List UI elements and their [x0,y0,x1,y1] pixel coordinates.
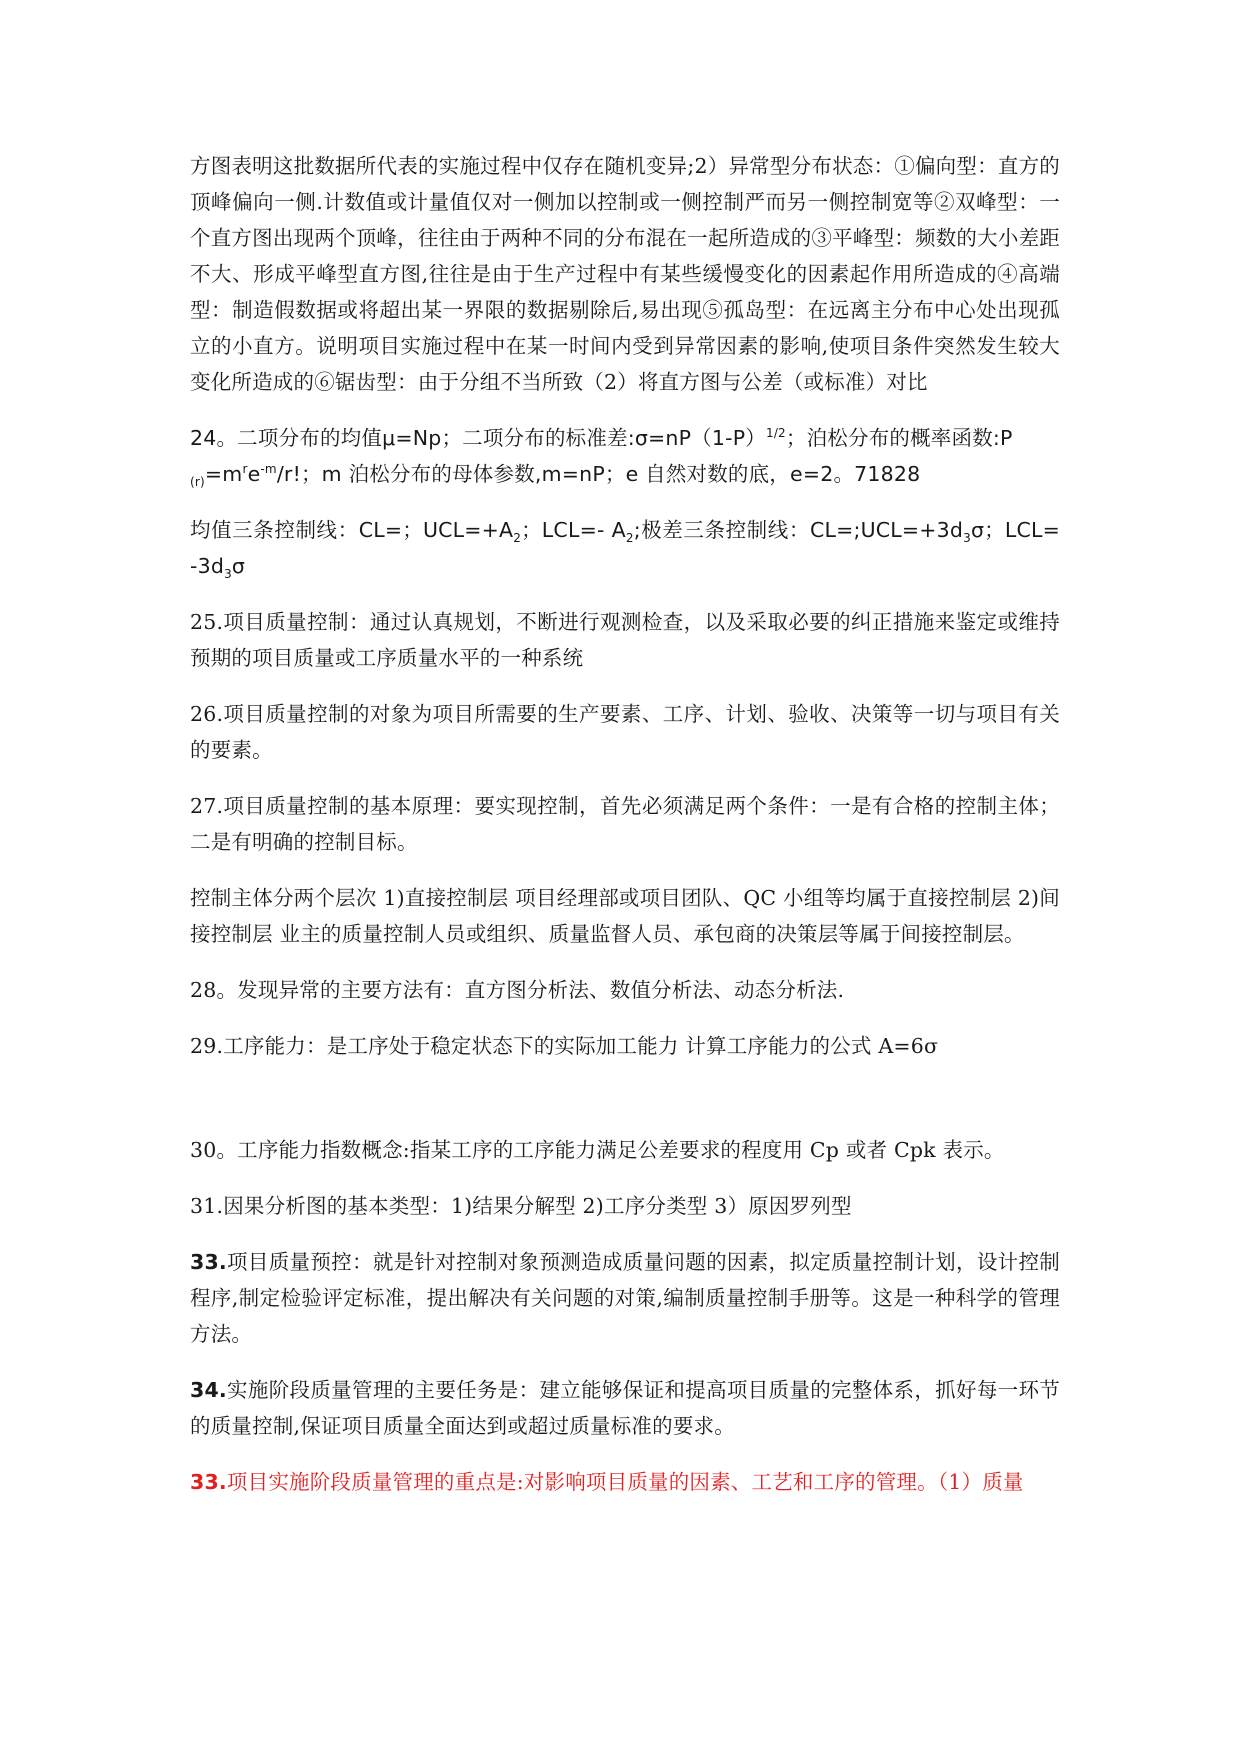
control-text-c: ;极差三条控制线：CL=;UCL=+3d [633,518,964,542]
p33a-text: 项目质量预控：就是针对控制对象预测造成质量问题的因素，拟定质量控制计划，设计控制程序,制定检验评定标准，提出解决有关问题的对策,编制质量控制手册等。这是一种科学的管理方法。 [190,1250,1060,1346]
control-sub-1: 2 [513,531,522,546]
control-sub-2: 2 [625,531,634,546]
p33b-number: 33. [190,1470,227,1494]
paragraph-24-distribution [190,420,1060,492]
paragraph-control-subject: 控制主体分两个层次 1)直接控制层 项目经理部或项目团队、QC 小组等均属于直接控制层 2)间接控制层 业主的质量控制人员或组织、质量监督人员、承包商的决策层等属于间接控制层。 [190,886,1060,946]
control-text-b: ；LCL=- A [521,518,626,542]
control-sub-4: 3 [224,567,232,582]
paragraph-28: 28。发现异常的主要方法有：直方图分析法、数值分析法、动态分析法. [190,978,845,1002]
p34-text: 实施阶段质量管理的主要任务是：建立能够保证和提高项目质量的完整体系，抓好每一环节的质量控制,保证项目质量全面达到或超过质量标准的要求。 [190,1378,1060,1438]
p24-sup-2: r [242,462,248,477]
document-page [190,148,1060,1500]
p24-text-a: 24。二项分布的均值μ=Np；二项分布的标准差:σ=nP（1-P） [190,426,766,450]
p24-text-c: =m [204,462,243,486]
paragraph-33-precontrol [190,1244,1060,1352]
p24-sup-3: -m [260,462,277,477]
paragraph-33-implementation [190,1464,1060,1500]
control-text-e: σ [231,554,246,578]
p24-sub-1: (r) [190,475,205,490]
paragraph-27: 27.项目质量控制的基本原理：要实现控制，首先必须满足两个条件：一是有合格的控制主体；二是有明确的控制目标。 [190,794,1060,854]
control-text-a: 均值三条控制线：CL=；UCL=+A [190,518,514,542]
paragraph-31: 31.因果分析图的基本类型：1)结果分解型 2)工序分类型 3）原因罗列型 [190,1194,852,1218]
paragraph-25: 25.项目质量控制：通过认真规划，不断进行观测检查，以及采取必要的纠正措施来鉴定或维持预期的项目质量或工序质量水平的一种系统 [190,610,1060,670]
p24-sup-1: 1/2 [765,426,786,441]
paragraph-histogram: 方图表明这批数据所代表的实施过程中仅存在随机变异;2）异常型分布状态：①偏向型：直方的顶峰偏向一侧.计数值或计量值仅对一侧加以控制或一侧控制严而另一侧控制宽等②双峰型：一个直方图出现两个顶峰，往往由于两种不同的分布混在一起所造成的③平峰型：频数的大小差距不大、形成平峰型直方图,往往是由于生产过程中有某些缓慢变化的因素起作用所造成的④高端型：制造假数据或将超出某一界限的数据剔除后,易出现⑤孤岛型：在远离主分布中心处出现孤立的小直方。说明项目实施过程中在某一时间内受到异常因素的影响,使项目条件突然发生较大变化所造成的⑥锯齿型：由于分组不当所致（2）将直方图与公差（或标准）对比 [190,154,1060,394]
p24-text-d: e [247,462,261,486]
control-text-d: σ；LCL=-3d [190,518,1060,578]
p24-text-b: ；泊松分布的概率函数:P [785,426,1013,450]
paragraph-control-lines [190,512,1060,584]
paragraph-34 [190,1372,1060,1444]
control-sub-3: 3 [963,531,971,546]
paragraph-26: 26.项目质量控制的对象为项目所需要的生产要素、工序、计划、验收、决策等一切与项目有关的要素。 [190,702,1060,762]
p24-text-e: /r!；m 泊松分布的母体参数,m=nP；e 自然对数的底，e=2。71828 [276,462,921,486]
p33a-number: 33. [190,1250,227,1274]
p34-number: 34. [190,1378,227,1402]
p33b-text: 项目实施阶段质量管理的重点是:对影响项目质量的因素、工艺和工序的管理。（1）质量 [226,1470,1024,1494]
paragraph-29: 29.工序能力：是工序处于稳定状态下的实际加工能力 计算工序能力的公式 A=6σ [190,1034,939,1058]
paragraph-30: 30。工序能力指数概念:指某工序的工序能力满足公差要求的程度用 Cp 或者 Cpk 表示。 [190,1138,1005,1162]
